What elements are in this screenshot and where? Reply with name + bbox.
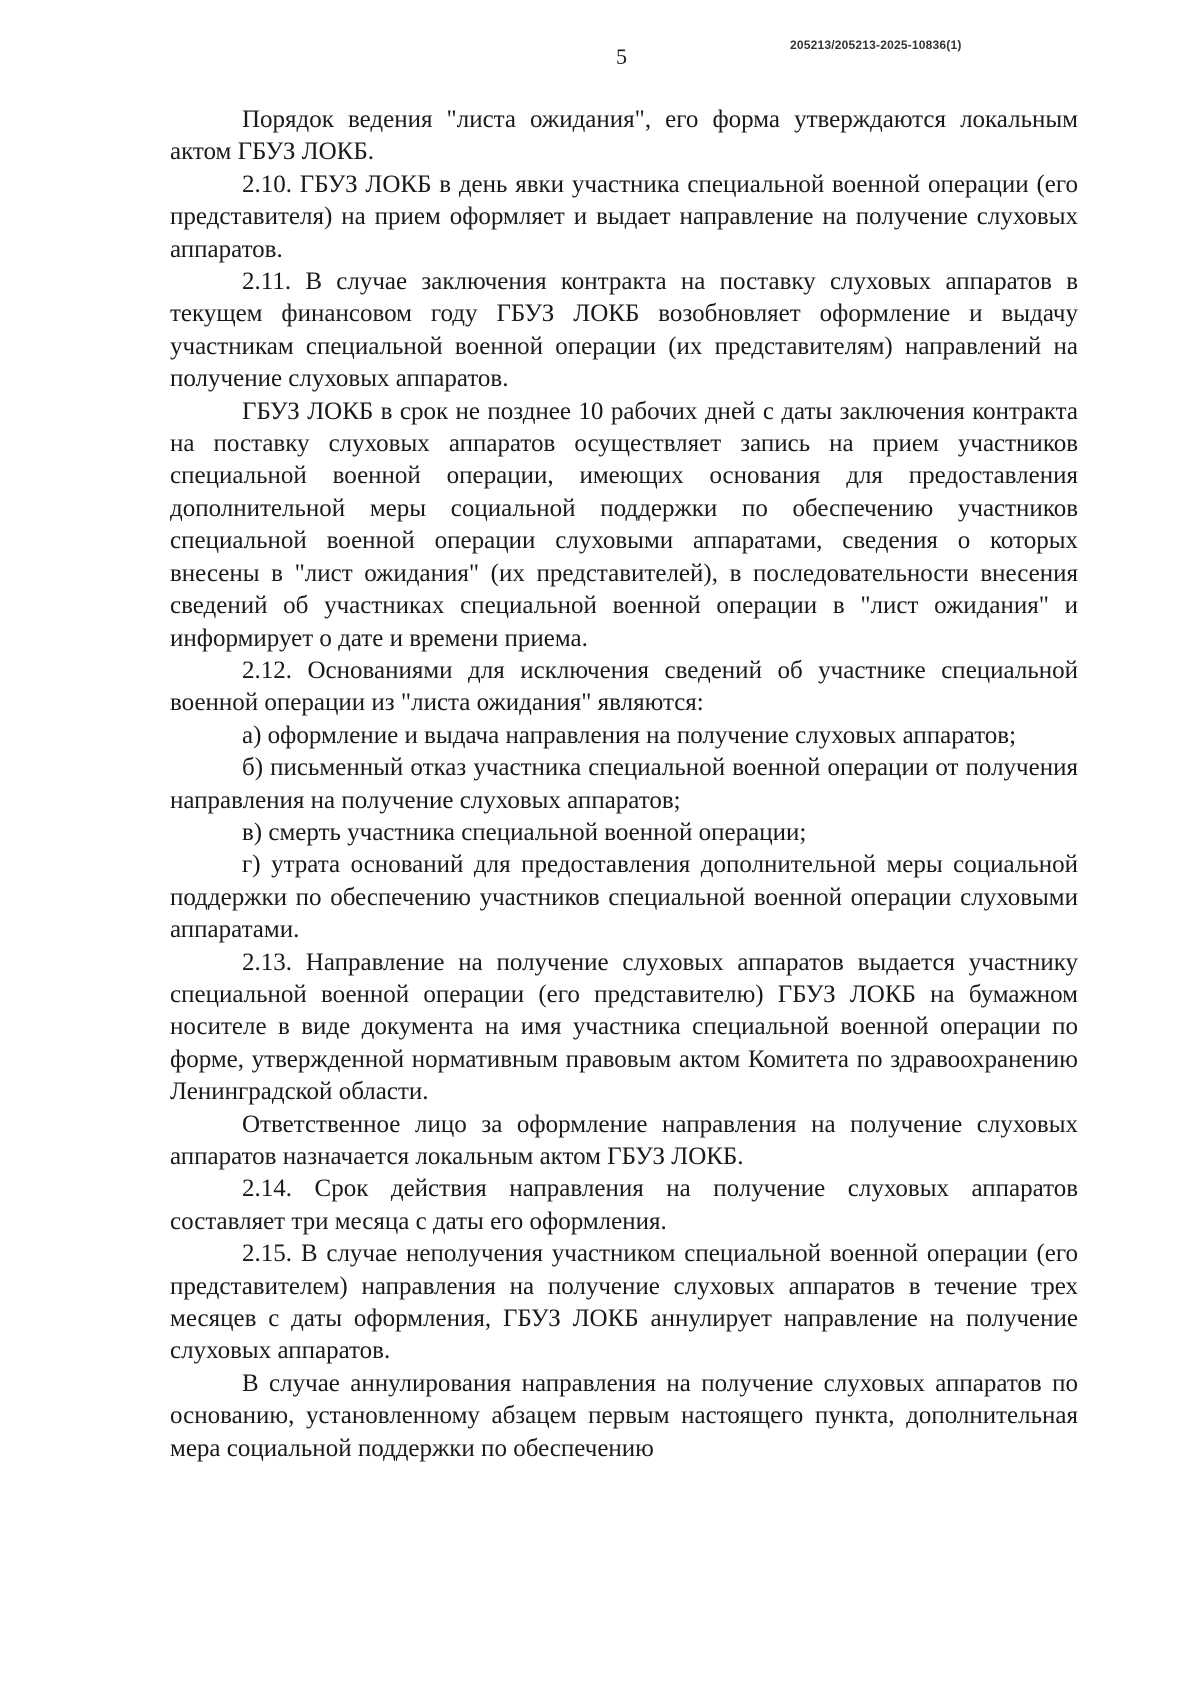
paragraph-2-13-responsible: Ответственное лицо за оформление направления на получение слуховых аппаратов назначается локальным актом ГБУЗ ЛОКБ. <box>170 1110 1078 1170</box>
paragraph-2-14: 2.14. Срок действия направления на получение слуховых аппаратов составляет три месяца с даты его оформления. <box>170 1175 1078 1235</box>
list-item-b: б) письменный отказ участника специальной военной операции от получения направления на получение слуховых аппаратов; <box>170 754 1078 814</box>
paragraph-2-10: 2.10. ГБУЗ ЛОКБ в день явки участника специальной военной операции (его представителя) на прием оформляет и выдает направление на получение слуховых аппаратов. <box>170 170 1078 263</box>
list-item-g: г) утрата оснований для предоставления дополнительной меры социальной поддержки по обеспечению участников специальной военной операции слуховыми аппаратами. <box>170 851 1078 944</box>
list-item-a: а) оформление и выдача направления на получение слуховых аппаратов; <box>242 721 1017 749</box>
paragraph-2-11-appointment: ГБУЗ ЛОКБ в срок не позднее 10 рабочих дней с даты заключения контракта на поставку слуховых аппаратов осуществляет запись на прием участников специальной военной операции, имеющих основания для предоставления дополнительной меры социальной поддержки по обеспечению участников специальной военной операции слуховыми аппаратами, сведения о которых внесены в "лист ожидания" (их представителей), в последовательности внесения сведений об участниках специальной военной операции в "лист ожидания" и информирует о дате и времени приема. <box>170 397 1078 652</box>
document-body <box>170 104 1078 1465</box>
paragraph-2-11: 2.11. В случае заключения контракта на поставку слуховых аппаратов в текущем финансовом году ГБУЗ ЛОКБ возобновляет оформление и выдачу участникам специальной военной операции (их представителям) направлений на получение слуховых аппаратов. <box>170 268 1078 393</box>
paragraph-2-15: 2.15. В случае неполучения участником специальной военной операции (его представителем) направления на получение слуховых аппаратов в течение трех месяцев с даты оформления, ГБУЗ ЛОКБ аннулирует направление на получение слуховых аппаратов. <box>170 1240 1078 1365</box>
paragraph-2-15-annulment: В случае аннулирования направления на получение слуховых аппаратов по основанию, установленному абзацем первым настоящего пункта, дополнительная мера социальной поддержки по обеспечению <box>170 1369 1078 1462</box>
document-registration-number: 205213/205213-2025-10836(1) <box>790 38 962 52</box>
paragraph-2-12: 2.12. Основаниями для исключения сведений об участнике специальной военной операции из "листа ожидания" являются: <box>170 656 1078 717</box>
paragraph-waitlist-procedure: Порядок ведения "листа ожидания", его форма утверждаются локальным актом ГБУЗ ЛОКБ. <box>170 106 1078 166</box>
page-number: 5 <box>616 44 627 69</box>
list-item-v: в) смерть участника специальной военной операции; <box>242 818 807 846</box>
paragraph-2-13: 2.13. Направление на получение слуховых аппаратов выдается участнику специальной военной операции (его представителю) ГБУЗ ЛОКБ на бумажном носителе в виде документа на имя участника специальной военной операции по форме, утвержденной нормативным правовым актом Комитета по здравоохранению Ленинградской области. <box>170 948 1078 1106</box>
